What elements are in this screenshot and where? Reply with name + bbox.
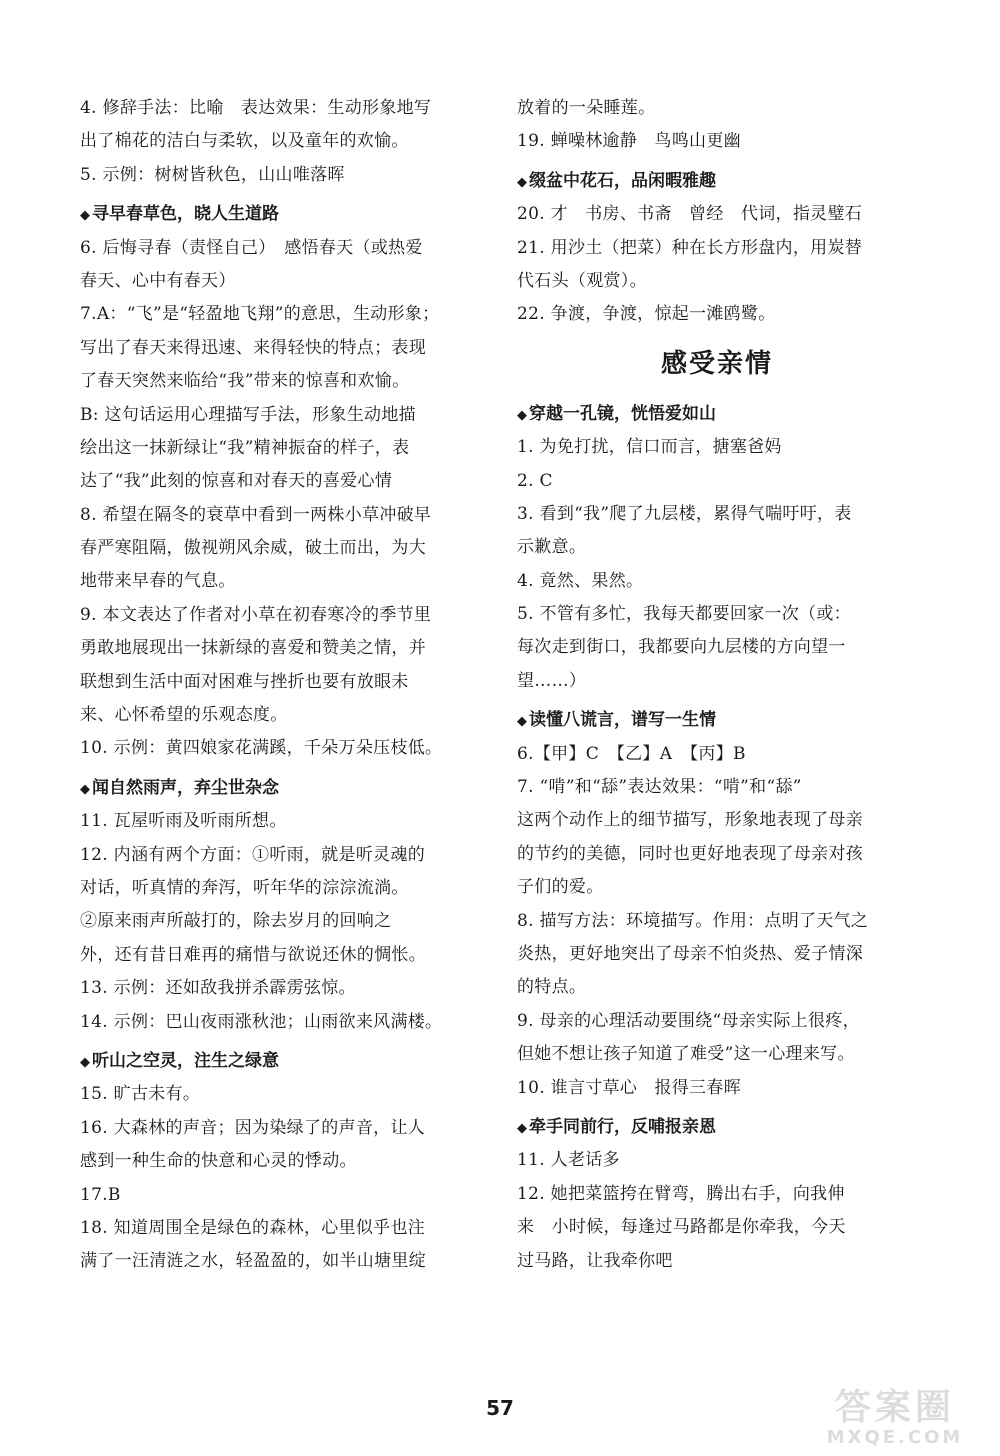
text-line: 7.A：“飞”是“轻盈地飞翔”的意思，生动形象；	[80, 304, 440, 325]
text-line: 春天、心中有春天）	[80, 270, 236, 291]
text-line: 6. 后悔寻春（责怪自己） 感悟春天（或热爱	[80, 237, 423, 258]
text-line: ②原来雨声所敲打的，除去岁月的回响之	[80, 911, 392, 932]
diamond-bullet-icon: ◆	[517, 1120, 527, 1136]
text-line: 联想到生活中面对困难与挫折也要有放眼未	[80, 671, 409, 692]
text-line: 炎热，更好地突出了母亲不怕炎热、爱子情深	[517, 943, 863, 964]
section-heading-text: 缀盆中花石，品闲暇雅趣	[529, 170, 716, 191]
left-column	[80, 92, 472, 1279]
text-line: 来、心怀希望的乐观态度。	[80, 705, 288, 726]
text-line: 来 小时候，每逢过马路都是你牵我，今天	[517, 1217, 846, 1238]
text-line: 9. 本文表达了作者对小草在初春寒冷的季节里	[80, 604, 432, 625]
text-line: 7. “啃”和“舔”表达效果：“啃”和“舔”	[517, 777, 802, 798]
text-line: 满了一汪清涟之水，轻盈盈的，如半山塘里绽	[80, 1251, 426, 1272]
section-heading	[517, 1111, 917, 1144]
text-line: 5. 示例：树树皆秋色，山山唯落晖	[80, 164, 345, 185]
text-line: 19. 蝉噪林逾静 鸟鸣山更幽	[517, 131, 741, 152]
section-heading-text: 听山之空灵，注生之绿意	[92, 1050, 279, 1071]
diamond-bullet-icon: ◆	[517, 714, 527, 730]
text-line: 出了棉花的洁白与柔软，以及童年的欢愉。	[80, 131, 409, 152]
text-line: 11. 瓦屋听雨及听雨所想。	[80, 811, 287, 832]
text-line: 16. 大森林的声音；因为染绿了的声音，让人	[80, 1117, 426, 1138]
text-line: 达了“我”此刻的惊喜和对春天的喜爱心情	[80, 471, 393, 492]
text-line: 13. 示例：还如敌我拼杀霹雳弦惊。	[80, 978, 356, 999]
page-number: 57	[486, 1396, 514, 1420]
text-line: 14. 示例：巴山夜雨涨秋池；山雨欲来风满楼。	[80, 1011, 443, 1032]
text-line: 写出了春天来得迅速、来得轻快的特点；表现	[80, 337, 426, 358]
text-line: 放着的一朵睡莲。	[517, 98, 656, 118]
text-line: 8. 希望在隔冬的衰草中看到一两株小草冲破早	[80, 504, 432, 525]
diamond-bullet-icon: ◆	[80, 1054, 90, 1070]
text-line: 勇敢地展现出一抹新绿的喜爱和赞美之情，并	[80, 638, 426, 659]
text-line: 外，还有昔日难再的痛惜与欲说还休的惆怅。	[80, 944, 426, 965]
text-line: 4. 竟然、果然。	[517, 570, 644, 591]
section-heading-text: 寻早春草色，晓人生道路	[92, 204, 279, 225]
diamond-bullet-icon: ◆	[80, 781, 90, 797]
text-line: 12. 内涵有两个方面：①听雨，就是听灵魂的	[80, 844, 426, 865]
text-line: 过马路，让我牵你吧	[517, 1250, 673, 1271]
text-line: 2. C	[517, 470, 553, 491]
text-line: 9. 母亲的心理活动要围绕“母亲实际上很疼，	[517, 1010, 860, 1031]
text-line: 但她不想让孩子知道了难受”这一心理来写。	[517, 1044, 855, 1065]
text-line: 20. 才 书房、书斋 曾经 代词，指灵璧石	[517, 204, 863, 225]
watermark-logo	[800, 1388, 990, 1450]
section-heading	[80, 198, 472, 231]
text-line: 代石头（观赏）。	[517, 270, 647, 291]
text-line: 1. 为免打扰，信口而言，搪塞爸妈	[517, 437, 782, 458]
text-line: 望……）	[517, 670, 587, 691]
text-line: 了春天突然来临给“我”带来的惊喜和欢愉。	[80, 371, 410, 392]
section-heading-text: 闻自然雨声，弃尘世杂念	[92, 777, 279, 798]
text-line: 22. 争渡，争渡，惊起一滩鸥鹭。	[517, 304, 776, 325]
watermark-bottom: MXQE.COM	[826, 1427, 964, 1448]
text-line: 绘出这一抹新绿让“我”精神振奋的样子，表	[80, 437, 410, 458]
text-line: 12. 她把菜篮挎在臂弯，腾出右手，向我伸	[517, 1183, 845, 1204]
text-line: 4. 修辞手法：比喻 表达效果：生动形象地写	[80, 98, 432, 118]
section-heading-text: 读懂八谎言，谱写一生情	[529, 710, 716, 731]
section-heading-text: 牵手同前行，反哺报亲恩	[529, 1116, 716, 1137]
text-line: 这两个动作上的细节描写，形象地表现了母亲	[517, 810, 863, 831]
text-line: 10. 谁言寸草心 报得三春晖	[517, 1077, 741, 1098]
text-line: 3. 看到“我”爬了九层楼，累得气喘吁吁，表	[517, 503, 852, 524]
diamond-bullet-icon: ◆	[80, 208, 90, 224]
text-line: 地带来早春的气息。	[80, 571, 236, 592]
watermark-top: 答案圈	[834, 1387, 955, 1428]
text-line: 8. 描写方法：环境描写。作用：点明了天气之	[517, 910, 869, 931]
text-line: B: 这句话运用心理描写手法，形象生动地描	[80, 404, 416, 425]
text-line: 10. 示例：黄四娘家花满蹊，千朵万朵压枝低。	[80, 738, 443, 759]
section-heading	[517, 704, 917, 737]
text-line: 18. 知道周围全是绿色的森林，心里似乎也注	[80, 1217, 426, 1238]
text-line: 对话，听真情的奔泻，听年华的淙淙流淌。	[80, 877, 409, 898]
text-line: 15. 旷古未有。	[80, 1084, 201, 1105]
diamond-bullet-icon: ◆	[517, 174, 527, 190]
text-line: 6.【甲】C 【乙】A 【丙】B	[517, 743, 746, 764]
section-heading	[80, 1045, 472, 1078]
text-line: 感到一种生命的快意和心灵的悸动。	[80, 1151, 357, 1172]
text-line: 示歉意。	[517, 537, 587, 558]
text-line: 5. 不管有多忙，我每天都要回家一次（或：	[517, 604, 851, 625]
text-line: 21. 用沙土（把菜）种在长方形盘内，用炭替	[517, 237, 863, 258]
text-line: 的节约的美德，同时也更好地表现了母亲对孩	[517, 843, 863, 864]
text-line: 春严寒阻隔，傲视朔风余威，破土而出，为大	[80, 538, 426, 559]
text-line: 17.B	[80, 1184, 121, 1205]
text-line: 11. 人老话多	[517, 1150, 620, 1171]
section-heading-text: 穿越一孔镜，恍悟爱如山	[529, 403, 716, 424]
text-line: 子们的爱。	[517, 877, 604, 898]
section-heading	[517, 398, 917, 431]
diamond-bullet-icon: ◆	[517, 407, 527, 423]
section-heading	[80, 772, 472, 805]
text-line: 的特点。	[517, 977, 587, 998]
section-heading	[517, 165, 917, 198]
text-line: 每次走到街口，我都要向九层楼的方向望一	[517, 637, 846, 658]
section-title: 感受亲情	[660, 348, 773, 379]
right-column	[517, 92, 917, 1278]
